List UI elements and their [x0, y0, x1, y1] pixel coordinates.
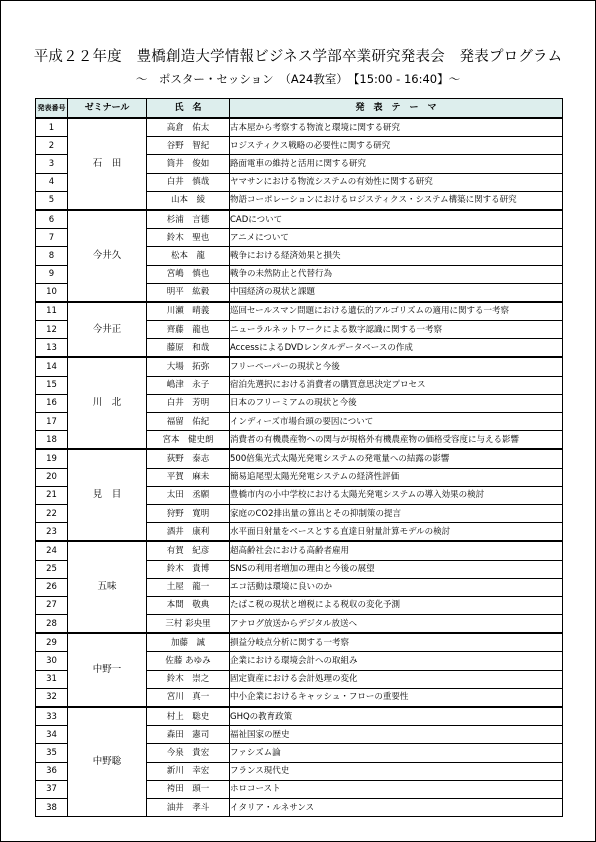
presentation-theme: 損益分岐点分析に関する一考察 [230, 633, 563, 652]
presentation-theme: イタリア・ルネサンス [230, 798, 563, 816]
student-name: 大場 拓弥 [147, 357, 230, 376]
seminar-cell: 中野一 [68, 633, 147, 707]
presentation-theme: 水平面日射量をベースとする直達日射量計算モデルの検討 [230, 523, 563, 542]
student-name: 福留 佑紀 [147, 413, 230, 431]
table-header-row [36, 99, 563, 119]
header-theme: 発 表 テ ー マ [230, 99, 563, 119]
presentation-theme: たばこ税の現状と増税による税収の変化予測 [230, 596, 563, 614]
student-name: 嶋津 永子 [147, 376, 230, 394]
header-name: 氏 名 [147, 99, 230, 119]
table-row [36, 118, 563, 137]
presentation-number: 33 [36, 707, 68, 726]
presentation-theme: 豊橋市内の小中学校における太陽光発電システムの導入効果の検討 [230, 486, 563, 504]
presentation-number: 25 [36, 560, 68, 578]
presentation-number: 3 [36, 155, 68, 173]
presentation-number: 27 [36, 596, 68, 614]
student-name: 袴田 頭一 [147, 780, 230, 798]
presentation-number: 28 [36, 615, 68, 634]
student-name: 新川 幸宏 [147, 762, 230, 780]
presentation-theme: 戦争の未然防止と代替行為 [230, 265, 563, 283]
page-subtitle: ～ ポスター・セッション （A24教室） 【15:00 - 16:40】～ [135, 72, 461, 86]
student-name: 平賀 麻未 [147, 468, 230, 486]
presentation-number: 18 [36, 431, 68, 450]
student-name: 森田 憲司 [147, 726, 230, 744]
table-body [36, 118, 563, 817]
presentation-number: 14 [36, 357, 68, 376]
presentation-number: 16 [36, 394, 68, 412]
student-name: 狩野 寛明 [147, 504, 230, 522]
table-row [36, 707, 563, 726]
student-name: 宮本 健史朗 [147, 431, 230, 450]
table-row [36, 449, 563, 468]
presentation-number: 38 [36, 798, 68, 816]
seminar-cell: 石 田 [68, 118, 147, 210]
presentation-theme: 500倍集光式太陽光発電システムの発電量への結露の影響 [230, 449, 563, 468]
presentation-theme: フリーペーパーの現状と今後 [230, 357, 563, 376]
presentation-number: 1 [36, 118, 68, 137]
presentation-theme: 物語コーポレーションにおけるロジスティクス・システム構築に関する研究 [230, 191, 563, 210]
presentation-theme: AccessによるDVDレンタルデータベースの作成 [230, 339, 563, 358]
presentation-theme: インディーズ市場台頭の要因について [230, 413, 563, 431]
presentation-number: 6 [36, 210, 68, 229]
presentation-number: 17 [36, 413, 68, 431]
program-table [35, 98, 563, 817]
student-name: 今泉 貴宏 [147, 744, 230, 762]
student-name: 油井 孝斗 [147, 798, 230, 816]
presentation-number: 37 [36, 780, 68, 798]
student-name: 高倉 佑太 [147, 118, 230, 137]
seminar-cell: 中野聡 [68, 707, 147, 817]
presentation-theme: 固定資産における会計処理の変化 [230, 670, 563, 688]
presentation-number: 30 [36, 652, 68, 670]
student-name: 三村 彩央里 [147, 615, 230, 634]
presentation-number: 9 [36, 265, 68, 283]
presentation-theme: SNSの利用者増加の理由と今後の展望 [230, 560, 563, 578]
presentation-theme: 中国経済の現状と課題 [230, 283, 563, 302]
presentation-number: 2 [36, 137, 68, 155]
presentation-theme: ニューラルネットワークによる数字認識に関する一考察 [230, 321, 563, 339]
seminar-cell: 今井正 [68, 302, 147, 358]
presentation-number: 5 [36, 191, 68, 210]
presentation-theme: 企業における環境会計への取組み [230, 652, 563, 670]
presentation-number: 12 [36, 321, 68, 339]
student-name: 谷野 智紀 [147, 137, 230, 155]
student-name: 明平 紘毅 [147, 283, 230, 302]
seminar-cell: 五味 [68, 541, 147, 633]
student-name: 鈴木 貴博 [147, 560, 230, 578]
presentation-number: 11 [36, 302, 68, 321]
presentation-theme: 超高齢社会における高齢者雇用 [230, 541, 563, 560]
student-name: 川瀬 晴義 [147, 302, 230, 321]
student-name: 宮川 真一 [147, 688, 230, 707]
presentation-number: 36 [36, 762, 68, 780]
presentation-theme: ホロコースト [230, 780, 563, 798]
student-name: 松本 龍 [147, 247, 230, 265]
presentation-number: 20 [36, 468, 68, 486]
student-name: 藤原 和哉 [147, 339, 230, 358]
presentation-number: 35 [36, 744, 68, 762]
presentation-theme: GHQの教育政策 [230, 707, 563, 726]
presentation-theme: 宿泊先選択における消費者の購買意思決定プロセス [230, 376, 563, 394]
student-name: 宮嶋 慎也 [147, 265, 230, 283]
presentation-number: 8 [36, 247, 68, 265]
presentation-theme: 中小企業におけるキャッシュ・フローの重要性 [230, 688, 563, 707]
presentation-number: 32 [36, 688, 68, 707]
presentation-theme: 日本のフリーミアムの現状と今後 [230, 394, 563, 412]
student-name: 鈴木 聖也 [147, 229, 230, 247]
presentation-number: 22 [36, 504, 68, 522]
student-name: 筒井 俊如 [147, 155, 230, 173]
student-name: 土屋 龍一 [147, 578, 230, 596]
presentation-number: 34 [36, 726, 68, 744]
presentation-number: 21 [36, 486, 68, 504]
page-title: 平成２２年度 豊橋創造大学情報ビジネス学部卒業研究発表会 発表プログラム [33, 49, 563, 65]
student-name: 荻野 泰志 [147, 449, 230, 468]
header-seminar: ゼミナール [68, 99, 147, 119]
presentation-number: 10 [36, 283, 68, 302]
presentation-number: 26 [36, 578, 68, 596]
presentation-number: 24 [36, 541, 68, 560]
table-row [36, 541, 563, 560]
presentation-theme: 消費者の有機農産物への関与が規格外有機農産物の価格受容度に与える影響 [230, 431, 563, 450]
presentation-number: 4 [36, 173, 68, 191]
presentation-theme: 路面電車の維持と活用に関する研究 [230, 155, 563, 173]
presentation-theme: 簡易追尾型太陽光発電システムの経済性評価 [230, 468, 563, 486]
presentation-theme: 古本屋から考察する物流と環境に関する研究 [230, 118, 563, 137]
seminar-cell: 今井久 [68, 210, 147, 302]
header-number: 発表番号 [36, 99, 68, 119]
seminar-cell: 見 目 [68, 449, 147, 541]
student-name: 酒井 康利 [147, 523, 230, 542]
student-name: 加藤 誠 [147, 633, 230, 652]
student-name: 白井 芳明 [147, 394, 230, 412]
presentation-theme: 家庭のCO2排出量の算出とその抑制策の提言 [230, 504, 563, 522]
presentation-number: 23 [36, 523, 68, 542]
table-row [36, 633, 563, 652]
student-name: 太田 丞願 [147, 486, 230, 504]
table-row [36, 210, 563, 229]
student-name: 佐藤 あゆみ [147, 652, 230, 670]
presentation-theme: エコ活動は環境に良いのか [230, 578, 563, 596]
presentation-number: 7 [36, 229, 68, 247]
table-row [36, 302, 563, 321]
student-name: 白井 慎哉 [147, 173, 230, 191]
presentation-number: 13 [36, 339, 68, 358]
student-name: 鈴木 崇之 [147, 670, 230, 688]
student-name: 有賀 紀彦 [147, 541, 230, 560]
presentation-theme: CADについて [230, 210, 563, 229]
presentation-number: 15 [36, 376, 68, 394]
presentation-theme: ロジスティクス戦略の必要性に関する研究 [230, 137, 563, 155]
student-name: 齊藤 龍也 [147, 321, 230, 339]
presentation-theme: アニメについて [230, 229, 563, 247]
presentation-theme: アナログ放送からデジタル放送へ [230, 615, 563, 634]
presentation-theme: フランス現代史 [230, 762, 563, 780]
table-row [36, 357, 563, 376]
presentation-number: 19 [36, 449, 68, 468]
student-name: 本間 敬典 [147, 596, 230, 614]
presentation-theme: 福祉国家の歴史 [230, 726, 563, 744]
presentation-number: 31 [36, 670, 68, 688]
presentation-theme: 巡回セールスマン問題における遺伝的アルゴリズムの適用に関する一考察 [230, 302, 563, 321]
student-name: 杉浦 言德 [147, 210, 230, 229]
presentation-number: 29 [36, 633, 68, 652]
student-name: 村上 聡史 [147, 707, 230, 726]
student-name: 山本 綾 [147, 191, 230, 210]
presentation-theme: 戦争における経済効果と損失 [230, 247, 563, 265]
presentation-theme: ヤマサンにおける物流システムの有効性に関する研究 [230, 173, 563, 191]
seminar-cell: 川 北 [68, 357, 147, 449]
presentation-theme: ファシズム論 [230, 744, 563, 762]
